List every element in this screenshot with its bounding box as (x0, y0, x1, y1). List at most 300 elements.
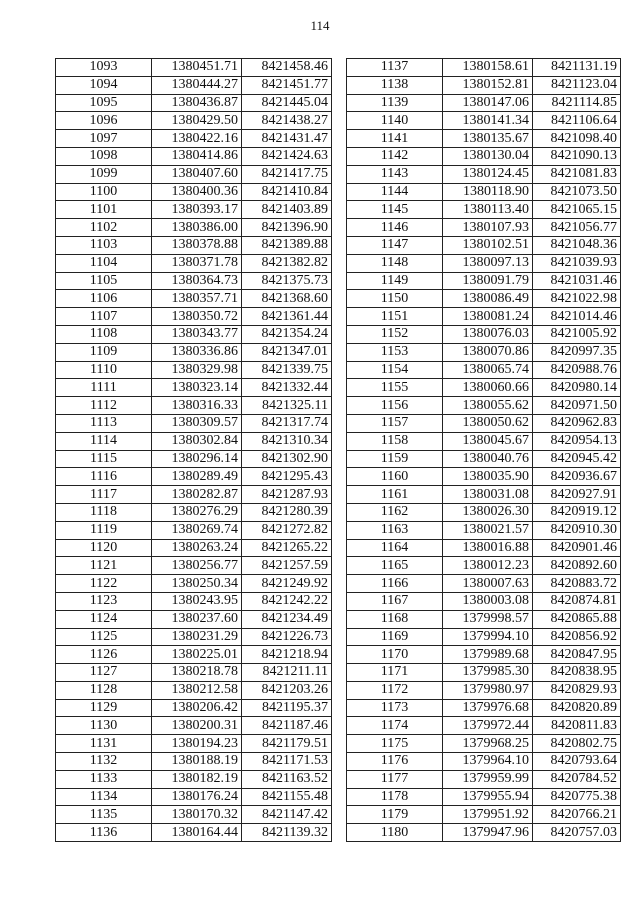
point-number-cell: 1096 (56, 112, 152, 130)
x-coordinate-cell: 1380451.71 (152, 59, 242, 77)
table-row (347, 806, 621, 824)
table-row (347, 788, 621, 806)
table-row (56, 414, 332, 432)
x-coordinate-cell: 1380118.90 (443, 183, 533, 201)
point-number-cell: 1153 (347, 343, 443, 361)
x-coordinate-cell: 1379959.99 (443, 770, 533, 788)
point-number-cell: 1123 (56, 592, 152, 610)
y-coordinate-cell: 8421163.52 (242, 770, 332, 788)
point-number-cell: 1176 (347, 753, 443, 771)
table-row (347, 379, 621, 397)
table-row (56, 325, 332, 343)
point-number-cell: 1130 (56, 717, 152, 735)
x-coordinate-cell: 1380091.79 (443, 272, 533, 290)
point-number-cell: 1120 (56, 539, 152, 557)
table-row (56, 664, 332, 682)
y-coordinate-cell: 8421098.40 (533, 130, 621, 148)
table-row (347, 664, 621, 682)
point-number-cell: 1103 (56, 236, 152, 254)
point-number-cell: 1159 (347, 450, 443, 468)
x-coordinate-cell: 1379989.68 (443, 646, 533, 664)
y-coordinate-cell: 8420901.46 (533, 539, 621, 557)
y-coordinate-cell: 8421339.75 (242, 361, 332, 379)
point-number-cell: 1133 (56, 770, 152, 788)
y-coordinate-cell: 8421226.73 (242, 628, 332, 646)
table-row (347, 254, 621, 272)
point-number-cell: 1171 (347, 664, 443, 682)
x-coordinate-cell: 1380040.76 (443, 450, 533, 468)
x-coordinate-cell: 1380371.78 (152, 254, 242, 272)
point-number-cell: 1127 (56, 664, 152, 682)
point-number-cell: 1098 (56, 147, 152, 165)
y-coordinate-cell: 8421347.01 (242, 343, 332, 361)
y-coordinate-cell: 8420954.13 (533, 432, 621, 450)
table-row (56, 486, 332, 504)
x-coordinate-cell: 1380007.63 (443, 575, 533, 593)
point-number-cell: 1102 (56, 219, 152, 237)
point-number-cell: 1100 (56, 183, 152, 201)
point-number-cell: 1169 (347, 628, 443, 646)
table-row (56, 824, 332, 842)
y-coordinate-cell: 8421272.82 (242, 521, 332, 539)
y-coordinate-cell: 8420910.30 (533, 521, 621, 539)
y-coordinate-cell: 8420927.91 (533, 486, 621, 504)
table-row (347, 824, 621, 842)
y-coordinate-cell: 8420883.72 (533, 575, 621, 593)
y-coordinate-cell: 8420838.95 (533, 664, 621, 682)
table-row (56, 130, 332, 148)
table-row (347, 59, 621, 77)
x-coordinate-cell: 1380256.77 (152, 557, 242, 575)
point-number-cell: 1114 (56, 432, 152, 450)
x-coordinate-cell: 1380170.32 (152, 806, 242, 824)
x-coordinate-cell: 1380016.88 (443, 539, 533, 557)
table-row (56, 379, 332, 397)
x-coordinate-cell: 1380225.01 (152, 646, 242, 664)
x-coordinate-cell: 1380076.03 (443, 325, 533, 343)
point-number-cell: 1095 (56, 94, 152, 112)
y-coordinate-cell: 8421073.50 (533, 183, 621, 201)
y-coordinate-cell: 8421451.77 (242, 76, 332, 94)
table-row (347, 94, 621, 112)
table-row (347, 165, 621, 183)
x-coordinate-cell: 1380206.42 (152, 699, 242, 717)
table-row (56, 681, 332, 699)
point-number-cell: 1131 (56, 735, 152, 753)
table-row (56, 112, 332, 130)
x-coordinate-cell: 1380130.04 (443, 147, 533, 165)
point-number-cell: 1124 (56, 610, 152, 628)
table-row (56, 76, 332, 94)
table-row (347, 753, 621, 771)
y-coordinate-cell: 8421310.34 (242, 432, 332, 450)
y-coordinate-cell: 8421106.64 (533, 112, 621, 130)
table-row (347, 681, 621, 699)
y-coordinate-cell: 8421211.11 (242, 664, 332, 682)
table-row (347, 575, 621, 593)
table-row (56, 788, 332, 806)
y-coordinate-cell: 8420775.38 (533, 788, 621, 806)
x-coordinate-cell: 1380200.31 (152, 717, 242, 735)
y-coordinate-cell: 8420962.83 (533, 414, 621, 432)
point-number-cell: 1160 (347, 468, 443, 486)
table-row (347, 414, 621, 432)
x-coordinate-cell: 1380176.24 (152, 788, 242, 806)
point-number-cell: 1108 (56, 325, 152, 343)
y-coordinate-cell: 8420865.88 (533, 610, 621, 628)
point-number-cell: 1178 (347, 788, 443, 806)
y-coordinate-cell: 8421403.89 (242, 201, 332, 219)
table-row (347, 308, 621, 326)
x-coordinate-cell: 1380012.23 (443, 557, 533, 575)
point-number-cell: 1173 (347, 699, 443, 717)
point-number-cell: 1140 (347, 112, 443, 130)
x-coordinate-cell: 1380055.62 (443, 397, 533, 415)
y-coordinate-cell: 8421065.15 (533, 201, 621, 219)
table-row (56, 503, 332, 521)
table-row (56, 806, 332, 824)
x-coordinate-cell: 1380231.29 (152, 628, 242, 646)
point-number-cell: 1146 (347, 219, 443, 237)
table-row (347, 539, 621, 557)
x-coordinate-cell: 1380276.29 (152, 503, 242, 521)
table-row (56, 290, 332, 308)
x-coordinate-cell: 1380336.86 (152, 343, 242, 361)
point-number-cell: 1112 (56, 397, 152, 415)
y-coordinate-cell: 8421195.37 (242, 699, 332, 717)
point-number-cell: 1174 (347, 717, 443, 735)
point-number-cell: 1126 (56, 646, 152, 664)
x-coordinate-cell: 1380422.16 (152, 130, 242, 148)
point-number-cell: 1168 (347, 610, 443, 628)
point-number-cell: 1099 (56, 165, 152, 183)
x-coordinate-cell: 1380035.90 (443, 468, 533, 486)
table-row (347, 201, 621, 219)
y-coordinate-cell: 8421317.74 (242, 414, 332, 432)
y-coordinate-cell: 8420980.14 (533, 379, 621, 397)
y-coordinate-cell: 8420820.89 (533, 699, 621, 717)
table-row (347, 735, 621, 753)
point-number-cell: 1128 (56, 681, 152, 699)
point-number-cell: 1162 (347, 503, 443, 521)
x-coordinate-cell: 1380021.57 (443, 521, 533, 539)
y-coordinate-cell: 8421139.32 (242, 824, 332, 842)
point-number-cell: 1166 (347, 575, 443, 593)
x-coordinate-cell: 1380070.86 (443, 343, 533, 361)
point-number-cell: 1151 (347, 308, 443, 326)
y-coordinate-cell: 8420892.60 (533, 557, 621, 575)
table-row (347, 628, 621, 646)
table-row (347, 343, 621, 361)
point-number-cell: 1150 (347, 290, 443, 308)
x-coordinate-cell: 1379964.10 (443, 753, 533, 771)
point-number-cell: 1143 (347, 165, 443, 183)
x-coordinate-cell: 1380378.88 (152, 236, 242, 254)
x-coordinate-cell: 1379980.97 (443, 681, 533, 699)
table-row (347, 76, 621, 94)
table-row (347, 361, 621, 379)
table-row (347, 272, 621, 290)
table-row (347, 717, 621, 735)
y-coordinate-cell: 8421389.88 (242, 236, 332, 254)
point-number-cell: 1138 (347, 76, 443, 94)
table-row (56, 646, 332, 664)
point-number-cell: 1167 (347, 592, 443, 610)
point-number-cell: 1106 (56, 290, 152, 308)
table-row (56, 272, 332, 290)
x-coordinate-cell: 1380444.27 (152, 76, 242, 94)
x-coordinate-cell: 1379976.68 (443, 699, 533, 717)
y-coordinate-cell: 8421361.44 (242, 308, 332, 326)
table-row (347, 468, 621, 486)
point-number-cell: 1157 (347, 414, 443, 432)
point-number-cell: 1109 (56, 343, 152, 361)
y-coordinate-cell: 8421431.47 (242, 130, 332, 148)
x-coordinate-cell: 1380147.06 (443, 94, 533, 112)
x-coordinate-cell: 1380329.98 (152, 361, 242, 379)
page-number: 114 (310, 18, 330, 33)
point-number-cell: 1147 (347, 236, 443, 254)
x-coordinate-cell: 1380302.84 (152, 432, 242, 450)
point-number-cell: 1116 (56, 468, 152, 486)
table-row (56, 361, 332, 379)
x-coordinate-cell: 1380386.00 (152, 219, 242, 237)
x-coordinate-cell: 1380212.58 (152, 681, 242, 699)
point-number-cell: 1134 (56, 788, 152, 806)
point-number-cell: 1161 (347, 486, 443, 504)
table-row (347, 290, 621, 308)
x-coordinate-cell: 1379985.30 (443, 664, 533, 682)
table-row (347, 147, 621, 165)
point-number-cell: 1164 (347, 539, 443, 557)
y-coordinate-cell: 8420997.35 (533, 343, 621, 361)
point-number-cell: 1180 (347, 824, 443, 842)
y-coordinate-cell: 8420919.12 (533, 503, 621, 521)
coordinates-table-right (346, 58, 621, 842)
x-coordinate-cell: 1380102.51 (443, 236, 533, 254)
y-coordinate-cell: 8421171.53 (242, 753, 332, 771)
point-number-cell: 1179 (347, 806, 443, 824)
point-number-cell: 1107 (56, 308, 152, 326)
point-number-cell: 1117 (56, 486, 152, 504)
table-row (56, 308, 332, 326)
y-coordinate-cell: 8421265.22 (242, 539, 332, 557)
x-coordinate-cell: 1380316.33 (152, 397, 242, 415)
table-row (347, 325, 621, 343)
table-row (347, 486, 621, 504)
y-coordinate-cell: 8421257.59 (242, 557, 332, 575)
point-number-cell: 1119 (56, 521, 152, 539)
y-coordinate-cell: 8420988.76 (533, 361, 621, 379)
table-row (56, 59, 332, 77)
table-row (56, 735, 332, 753)
point-number-cell: 1105 (56, 272, 152, 290)
point-number-cell: 1155 (347, 379, 443, 397)
y-coordinate-cell: 8421048.36 (533, 236, 621, 254)
point-number-cell: 1137 (347, 59, 443, 77)
y-coordinate-cell: 8421396.90 (242, 219, 332, 237)
table-row (347, 236, 621, 254)
x-coordinate-cell: 1380152.81 (443, 76, 533, 94)
point-number-cell: 1177 (347, 770, 443, 788)
y-coordinate-cell: 8421114.85 (533, 94, 621, 112)
x-coordinate-cell: 1380107.93 (443, 219, 533, 237)
x-coordinate-cell: 1380164.44 (152, 824, 242, 842)
x-coordinate-cell: 1380060.66 (443, 379, 533, 397)
table-row (56, 610, 332, 628)
y-coordinate-cell: 8420936.67 (533, 468, 621, 486)
x-coordinate-cell: 1380124.45 (443, 165, 533, 183)
y-coordinate-cell: 8421005.92 (533, 325, 621, 343)
table-row (347, 521, 621, 539)
table-row (56, 575, 332, 593)
y-coordinate-cell: 8421056.77 (533, 219, 621, 237)
x-coordinate-cell: 1380237.60 (152, 610, 242, 628)
point-number-cell: 1165 (347, 557, 443, 575)
point-number-cell: 1136 (56, 824, 152, 842)
y-coordinate-cell: 8421458.46 (242, 59, 332, 77)
y-coordinate-cell: 8421014.46 (533, 308, 621, 326)
y-coordinate-cell: 8421203.26 (242, 681, 332, 699)
table-row (56, 592, 332, 610)
x-coordinate-cell: 1380393.17 (152, 201, 242, 219)
point-number-cell: 1141 (347, 130, 443, 148)
y-coordinate-cell: 8420945.42 (533, 450, 621, 468)
table-row (347, 557, 621, 575)
table-row (56, 94, 332, 112)
y-coordinate-cell: 8421332.44 (242, 379, 332, 397)
y-coordinate-cell: 8421354.24 (242, 325, 332, 343)
y-coordinate-cell: 8421131.19 (533, 59, 621, 77)
table-row (56, 201, 332, 219)
x-coordinate-cell: 1380364.73 (152, 272, 242, 290)
point-number-cell: 1118 (56, 503, 152, 521)
x-coordinate-cell: 1380113.40 (443, 201, 533, 219)
point-number-cell: 1149 (347, 272, 443, 290)
y-coordinate-cell: 8420847.95 (533, 646, 621, 664)
x-coordinate-cell: 1380263.24 (152, 539, 242, 557)
table-row (56, 753, 332, 771)
table-row (56, 557, 332, 575)
table-row (56, 219, 332, 237)
x-coordinate-cell: 1380289.49 (152, 468, 242, 486)
x-coordinate-cell: 1380323.14 (152, 379, 242, 397)
point-number-cell: 1093 (56, 59, 152, 77)
point-number-cell: 1125 (56, 628, 152, 646)
point-number-cell: 1145 (347, 201, 443, 219)
y-coordinate-cell: 8420971.50 (533, 397, 621, 415)
x-coordinate-cell: 1379951.92 (443, 806, 533, 824)
table-row (56, 343, 332, 361)
table-row (56, 432, 332, 450)
table-row (56, 236, 332, 254)
table-row (56, 165, 332, 183)
table-row (56, 770, 332, 788)
y-coordinate-cell: 8421022.98 (533, 290, 621, 308)
point-number-cell: 1144 (347, 183, 443, 201)
y-coordinate-cell: 8421295.43 (242, 468, 332, 486)
x-coordinate-cell: 1380357.71 (152, 290, 242, 308)
x-coordinate-cell: 1379998.57 (443, 610, 533, 628)
x-coordinate-cell: 1380407.60 (152, 165, 242, 183)
point-number-cell: 1111 (56, 379, 152, 397)
table-row (56, 397, 332, 415)
x-coordinate-cell: 1380158.61 (443, 59, 533, 77)
x-coordinate-cell: 1380343.77 (152, 325, 242, 343)
x-coordinate-cell: 1380194.23 (152, 735, 242, 753)
x-coordinate-cell: 1380026.30 (443, 503, 533, 521)
x-coordinate-cell: 1380282.87 (152, 486, 242, 504)
table-row (56, 450, 332, 468)
y-coordinate-cell: 8421155.48 (242, 788, 332, 806)
table-row (56, 147, 332, 165)
table-row (347, 646, 621, 664)
point-number-cell: 1113 (56, 414, 152, 432)
x-coordinate-cell: 1380135.67 (443, 130, 533, 148)
y-coordinate-cell: 8421382.82 (242, 254, 332, 272)
point-number-cell: 1139 (347, 94, 443, 112)
y-coordinate-cell: 8421424.63 (242, 147, 332, 165)
table-row (56, 183, 332, 201)
point-number-cell: 1158 (347, 432, 443, 450)
x-coordinate-cell: 1379968.25 (443, 735, 533, 753)
point-number-cell: 1156 (347, 397, 443, 415)
x-coordinate-cell: 1380081.24 (443, 308, 533, 326)
y-coordinate-cell: 8420757.03 (533, 824, 621, 842)
x-coordinate-cell: 1380218.78 (152, 664, 242, 682)
x-coordinate-cell: 1380182.19 (152, 770, 242, 788)
x-coordinate-cell: 1380097.13 (443, 254, 533, 272)
x-coordinate-cell: 1380086.49 (443, 290, 533, 308)
point-number-cell: 1122 (56, 575, 152, 593)
table-row (347, 699, 621, 717)
x-coordinate-cell: 1380031.08 (443, 486, 533, 504)
point-number-cell: 1142 (347, 147, 443, 165)
x-coordinate-cell: 1380400.36 (152, 183, 242, 201)
x-coordinate-cell: 1380003.08 (443, 592, 533, 610)
x-coordinate-cell: 1379955.94 (443, 788, 533, 806)
x-coordinate-cell: 1380269.74 (152, 521, 242, 539)
table-row (347, 183, 621, 201)
x-coordinate-cell: 1380296.14 (152, 450, 242, 468)
y-coordinate-cell: 8420874.81 (533, 592, 621, 610)
x-coordinate-cell: 1380436.87 (152, 94, 242, 112)
table-row (347, 450, 621, 468)
point-number-cell: 1097 (56, 130, 152, 148)
point-number-cell: 1172 (347, 681, 443, 699)
y-coordinate-cell: 8421417.75 (242, 165, 332, 183)
y-coordinate-cell: 8420793.64 (533, 753, 621, 771)
point-number-cell: 1094 (56, 76, 152, 94)
point-number-cell: 1154 (347, 361, 443, 379)
x-coordinate-cell: 1379994.10 (443, 628, 533, 646)
y-coordinate-cell: 8421081.83 (533, 165, 621, 183)
x-coordinate-cell: 1380050.62 (443, 414, 533, 432)
y-coordinate-cell: 8421031.46 (533, 272, 621, 290)
table-row (347, 219, 621, 237)
point-number-cell: 1101 (56, 201, 152, 219)
table-row (347, 770, 621, 788)
table-row (56, 521, 332, 539)
table-row (56, 699, 332, 717)
point-number-cell: 1163 (347, 521, 443, 539)
y-coordinate-cell: 8421218.94 (242, 646, 332, 664)
point-number-cell: 1132 (56, 753, 152, 771)
x-coordinate-cell: 1379972.44 (443, 717, 533, 735)
table-row (347, 503, 621, 521)
y-coordinate-cell: 8421234.49 (242, 610, 332, 628)
x-coordinate-cell: 1380350.72 (152, 308, 242, 326)
